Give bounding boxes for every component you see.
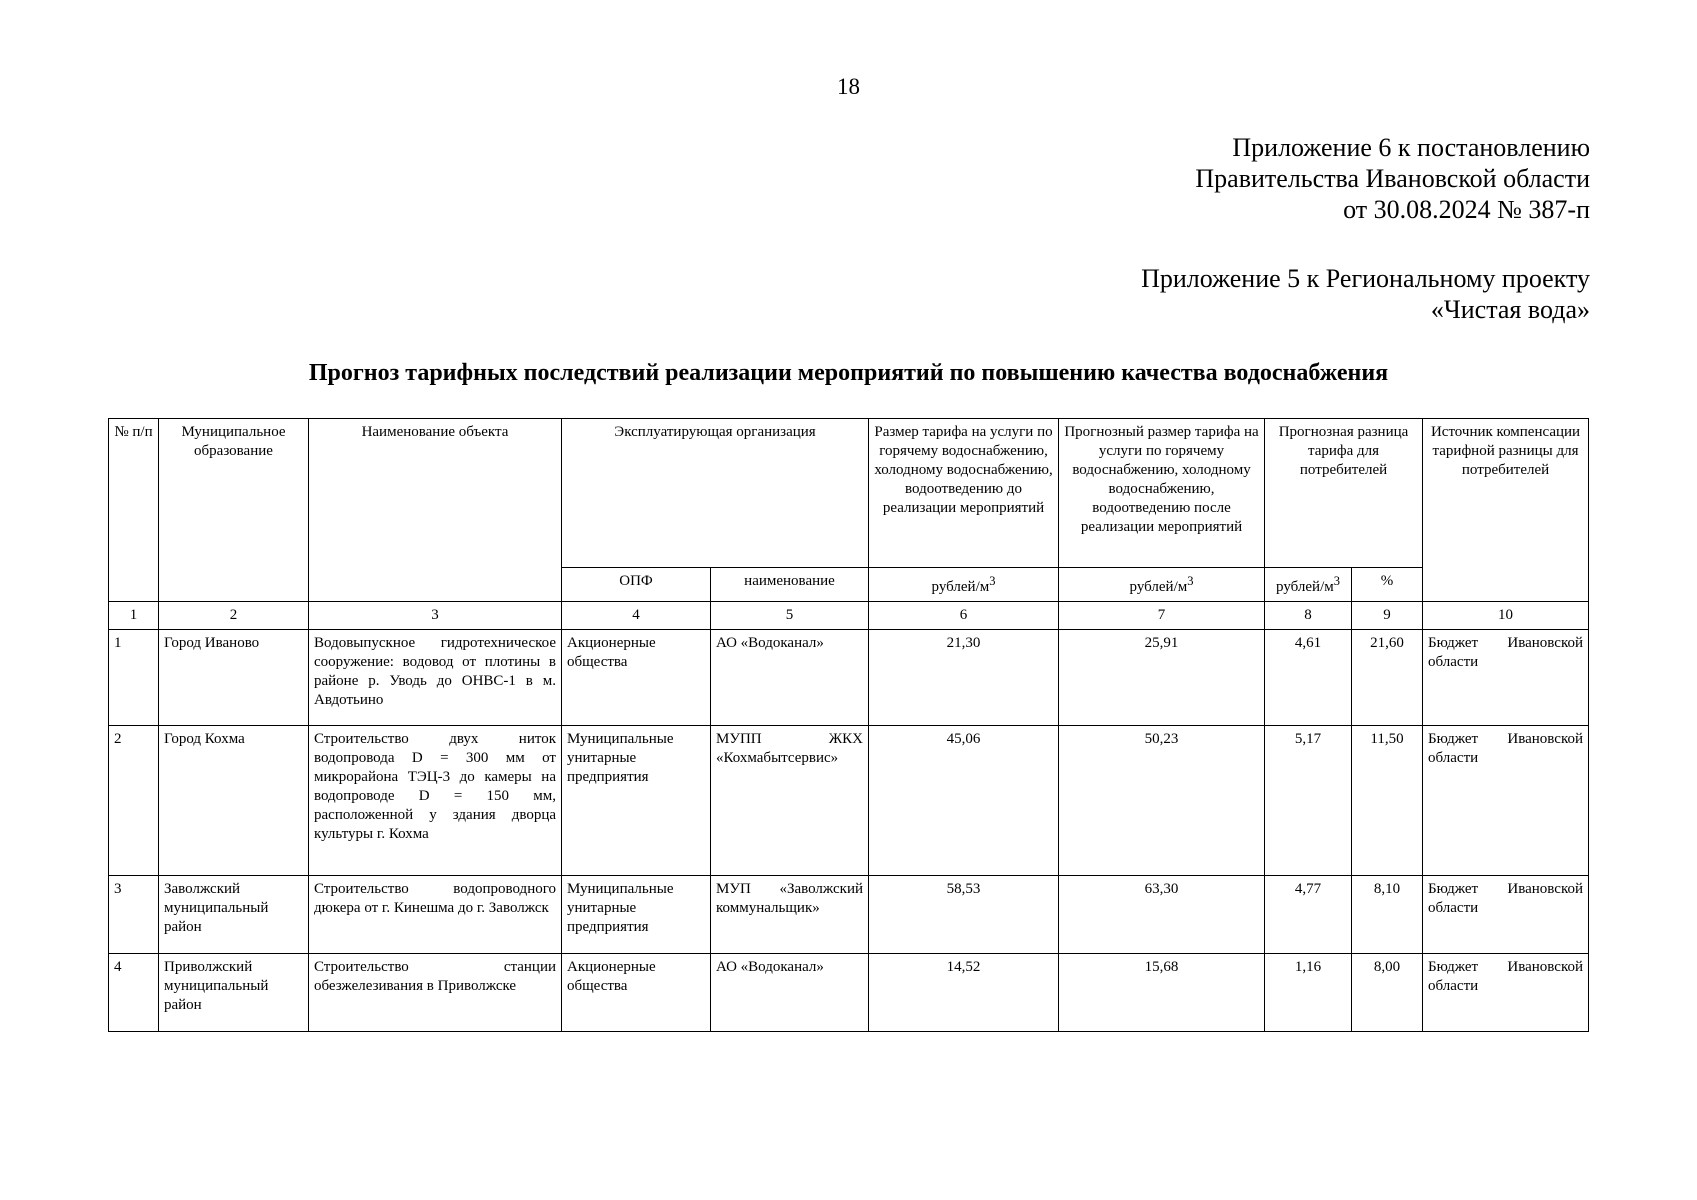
cell-object: Строительство двух ниток водопровода D = 300 мм от микрорайона ТЭЦ-3 до камеры на водопроводе D = 150 мм, расположенной у здания дворца культуры г. Кохма — [309, 726, 562, 876]
unit-superscript: 3 — [1187, 574, 1194, 588]
column-number: 6 — [869, 602, 1059, 630]
cell-org-name: МУПП ЖКХ «Кохмабытсервис» — [711, 726, 869, 876]
unit-superscript: 3 — [1333, 574, 1340, 588]
cell-number: 2 — [109, 726, 159, 876]
unit-text: рублей/м — [931, 579, 990, 595]
cell-source: Бюджет Ивановской области — [1423, 630, 1589, 726]
cell-tariff-before: 14,52 — [869, 954, 1059, 1032]
header-compensation-source: Источник компенсации тарифной разницы для потребителей — [1423, 419, 1589, 602]
cell-opf: Муниципальные унитарные предприятия — [562, 726, 711, 876]
cell-source: Бюджет Ивановской области — [1423, 726, 1589, 876]
cell-diff-rub: 4,77 — [1265, 876, 1352, 954]
column-number: 4 — [562, 602, 711, 630]
column-number: 7 — [1059, 602, 1265, 630]
cell-object: Водовыпускное гидротехническое сооружение: водовод от плотины в районе р. Уводь до ОНВС-1 в м. Авдотьино — [309, 630, 562, 726]
subheader-unit-after — [1059, 568, 1265, 602]
header-object: Наименование объекта — [309, 419, 562, 602]
column-number: 1 — [109, 602, 159, 630]
header-municipality: Муниципальное образование — [159, 419, 309, 602]
header-tariff-difference: Прогнозная разница тарифа для потребителей — [1265, 419, 1423, 568]
table-row — [109, 876, 1589, 954]
cell-diff-pct: 8,10 — [1352, 876, 1423, 954]
cell-diff-pct: 11,50 — [1352, 726, 1423, 876]
column-number: 9 — [1352, 602, 1423, 630]
header-number: № п/п — [109, 419, 159, 602]
tariff-forecast-table — [108, 418, 1589, 1032]
column-number: 8 — [1265, 602, 1352, 630]
cell-object: Строительство станции обезжелезивания в Приволжске — [309, 954, 562, 1032]
cell-tariff-after: 50,23 — [1059, 726, 1265, 876]
cell-tariff-after: 15,68 — [1059, 954, 1265, 1032]
cell-diff-pct: 21,60 — [1352, 630, 1423, 726]
cell-org-name: АО «Водоканал» — [711, 954, 869, 1032]
cell-opf: Муниципальные унитарные предприятия — [562, 876, 711, 954]
cell-object: Строительство водопроводного дюкера от г. Кинешма до г. Заволжск — [309, 876, 562, 954]
cell-tariff-after: 63,30 — [1059, 876, 1265, 954]
appendix-5-line1: Приложение 5 к Региональному проекту — [1141, 264, 1590, 293]
table-row — [109, 726, 1589, 876]
cell-municipality: Заволжский муниципальный район — [159, 876, 309, 954]
cell-diff-rub: 5,17 — [1265, 726, 1352, 876]
subheader-unit-diff — [1265, 568, 1352, 602]
cell-tariff-before: 58,53 — [869, 876, 1059, 954]
appendix-5-line2: «Чистая вода» — [1430, 295, 1590, 324]
cell-number: 1 — [109, 630, 159, 726]
cell-municipality: Город Кохма — [159, 726, 309, 876]
table-row — [109, 954, 1589, 1032]
cell-source: Бюджет Ивановской области — [1423, 876, 1589, 954]
unit-text: рублей/м — [1276, 579, 1334, 595]
header-operating-organization: Эксплуатирующая организация — [562, 419, 869, 568]
cell-org-name: МУП «Заволжский коммунальщик» — [711, 876, 869, 954]
cell-tariff-after: 25,91 — [1059, 630, 1265, 726]
table-row — [109, 630, 1589, 726]
appendix-6-line2: Правительства Ивановской области — [1195, 164, 1590, 193]
column-number: 5 — [711, 602, 869, 630]
cell-tariff-before: 45,06 — [869, 726, 1059, 876]
cell-diff-pct: 8,00 — [1352, 954, 1423, 1032]
appendix-5-header — [1141, 263, 1590, 325]
cell-opf: Акционерные общества — [562, 630, 711, 726]
unit-superscript: 3 — [989, 574, 996, 588]
document-title: Прогноз тарифных последствий реализации мероприятий по повышению качества водоснабжения — [308, 360, 1389, 386]
cell-municipality: Город Иваново — [159, 630, 309, 726]
unit-text: рублей/м — [1129, 579, 1188, 595]
cell-source: Бюджет Ивановской области — [1423, 954, 1589, 1032]
appendix-6-header — [1195, 132, 1590, 225]
cell-diff-rub: 4,61 — [1265, 630, 1352, 726]
cell-tariff-before: 21,30 — [869, 630, 1059, 726]
column-number: 2 — [159, 602, 309, 630]
cell-municipality: Приволжский муниципальный район — [159, 954, 309, 1032]
cell-number: 4 — [109, 954, 159, 1032]
page-number: 18 — [837, 74, 860, 99]
cell-diff-rub: 1,16 — [1265, 954, 1352, 1032]
cell-number: 3 — [109, 876, 159, 954]
subheader-percent: % — [1352, 568, 1423, 602]
subheader-name: наименование — [711, 568, 869, 602]
appendix-6-line3: от 30.08.2024 № 387-п — [1343, 195, 1590, 224]
column-number: 3 — [309, 602, 562, 630]
subheader-unit-before — [869, 568, 1059, 602]
cell-opf: Акционерные общества — [562, 954, 711, 1032]
header-row — [109, 419, 1589, 568]
column-numbers-row — [109, 602, 1589, 630]
column-number: 10 — [1423, 602, 1589, 630]
header-tariff-before: Размер тарифа на услуги по горячему водоснабжению, холодному водоснабжению, водоотведению до реализации мероприятий — [869, 419, 1059, 568]
cell-org-name: АО «Водоканал» — [711, 630, 869, 726]
subheader-opf: ОПФ — [562, 568, 711, 602]
header-tariff-after: Прогнозный размер тарифа на услуги по горячему водоснабжению, холодному водоснабжению, водоотведению после реализации мероприятий — [1059, 419, 1265, 568]
appendix-6-line1: Приложение 6 к постановлению — [1232, 133, 1590, 162]
